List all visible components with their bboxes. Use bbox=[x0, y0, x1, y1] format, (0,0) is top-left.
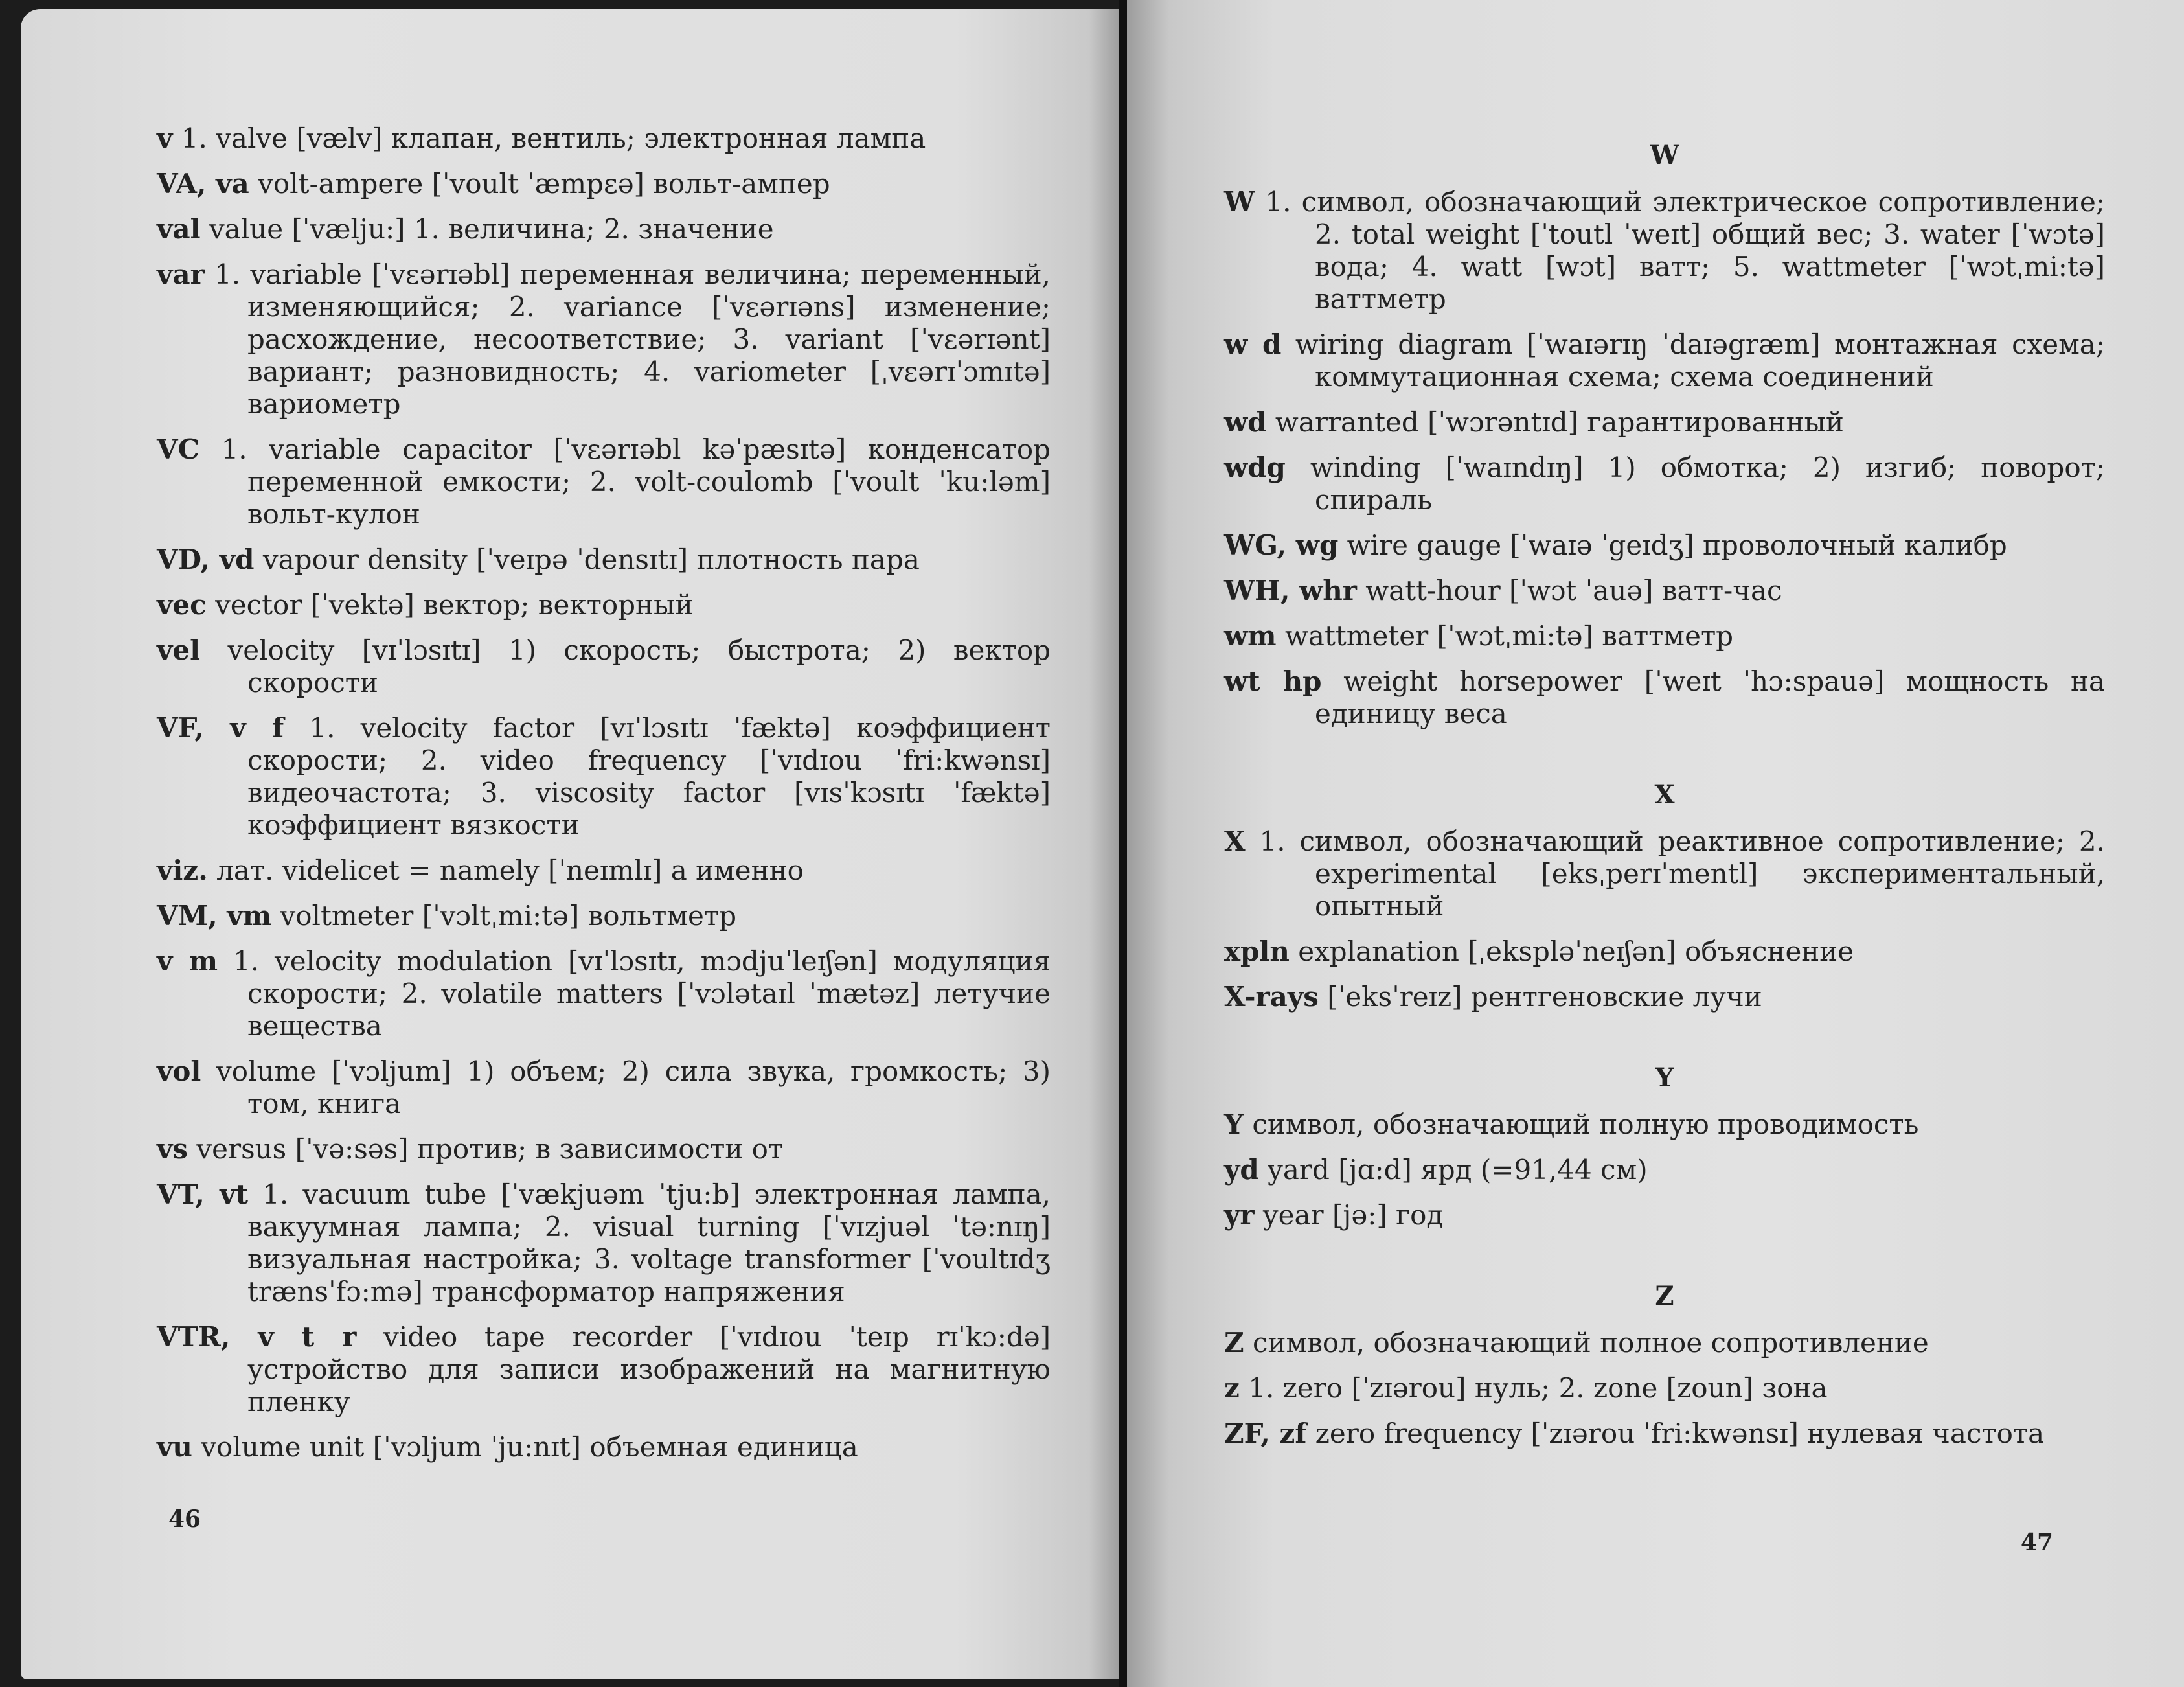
section-letter-heading: X bbox=[1654, 779, 1675, 810]
entry-abbreviation: wm bbox=[1224, 620, 1277, 652]
dictionary-entry bbox=[1224, 1327, 2105, 1359]
entry-definition: year [jə:] год bbox=[1262, 1199, 1444, 1231]
entry-abbreviation: vs bbox=[157, 1133, 188, 1165]
dictionary-entry bbox=[157, 1321, 1051, 1418]
dictionary-entry bbox=[1224, 665, 2105, 730]
section-spacer bbox=[1224, 1245, 2105, 1280]
entry-abbreviation: Y bbox=[1224, 1108, 1244, 1140]
dictionary-entry bbox=[1224, 1108, 2105, 1141]
entry-definition: winding [ˈwaɪndɪŋ] 1) обмотка; 2) изгиб; поворот; спираль bbox=[1310, 452, 2105, 516]
entry-abbreviation: yr bbox=[1224, 1199, 1255, 1231]
entry-definition: vector [ˈvektə] вектор; векторный bbox=[215, 589, 694, 621]
dictionary-entry bbox=[157, 900, 1051, 932]
entry-definition: wire gauge [ˈwaɪə ˈgeɪdʒ] проволочный калибр bbox=[1347, 529, 2007, 561]
entry-abbreviation: xpln bbox=[1224, 935, 1290, 967]
entry-definition: символ, обозначающий полную проводимость bbox=[1252, 1108, 1919, 1140]
entry-definition: watt-hour [ˈwɔt ˈauə] ватт-час bbox=[1365, 575, 1782, 606]
entry-definition: warranted [ˈwɔrəntɪd] гарантированный bbox=[1275, 406, 1844, 438]
dictionary-entry bbox=[157, 258, 1051, 420]
entry-abbreviation: vu bbox=[157, 1431, 192, 1463]
entry-definition: wiring diagram [ˈwaɪərɪŋ ˈdaɪəgræm] монтажная схема; коммутационная схема; схема соединений bbox=[1295, 328, 2105, 393]
section-spacer bbox=[1224, 743, 2105, 779]
entry-abbreviation: v m bbox=[157, 945, 218, 977]
entry-definition: 1. velocity modulation [vɪˈlɔsɪtɪ, mɔdjuˈleɪʃən] модуляция скорости; 2. volatile matters [ˈvɔlətaɪl ˈmætəz] летучие вещества bbox=[233, 945, 1051, 1042]
entry-definition: 1. velocity factor [vɪˈlɔsɪtɪ ˈfæktə] коэффициент скорости; 2. video frequency [ˈvɪdɪou ˈfri:kwənsɪ] видеочастота; 3. viscosity factor [vɪsˈkɔsɪtɪ ˈfæktə] коэффициент вязкости bbox=[247, 712, 1051, 841]
entry-definition: versus [ˈvə:səs] против; в зависимости от bbox=[196, 1133, 784, 1165]
entry-abbreviation: Z bbox=[1224, 1327, 1244, 1359]
entry-definition: wattmeter [ˈwɔtˌmi:tə] ваттметр bbox=[1284, 620, 1734, 652]
entry-definition: символ, обозначающий полное сопротивление bbox=[1253, 1327, 1929, 1359]
entry-definition: voltmeter [ˈvɔltˌmi:tə] вольтметр bbox=[280, 900, 736, 932]
entry-abbreviation: W bbox=[1224, 186, 1255, 218]
entry-abbreviation: X-rays bbox=[1224, 981, 1319, 1013]
entry-definition: zero frequency [ˈzɪərou ˈfri:kwənsɪ] нулевая частота bbox=[1315, 1417, 2045, 1449]
dictionary-entry bbox=[157, 712, 1051, 842]
dictionary-entry bbox=[1224, 620, 2105, 652]
dictionary-entry bbox=[1224, 575, 2105, 607]
entry-definition: 1. valve [vælv] клапан, вентиль; электронная лампа bbox=[181, 122, 926, 154]
dictionary-entry bbox=[157, 544, 1051, 576]
entry-abbreviation: VF, v f bbox=[157, 712, 284, 744]
dictionary-entry bbox=[157, 1055, 1051, 1120]
dictionary-entry bbox=[1224, 1372, 2105, 1405]
entry-definition: 1. vacuum tube [ˈvækjuəm ˈtju:b] электронная лампа, вакуумная лампа; 2. visual turning [ˈvɪzjuəl ˈtə:nɪŋ] визуальная настройка; 3. voltage transformer [ˈvoultɪdʒ trænsˈfɔ:mə] трансформатор напряжения bbox=[247, 1178, 1051, 1307]
dictionary-entry bbox=[1224, 328, 2105, 393]
dictionary-entry bbox=[157, 1431, 1051, 1463]
dictionary-entry bbox=[157, 589, 1051, 621]
entry-abbreviation: yd bbox=[1224, 1154, 1259, 1186]
entry-definition: vapour density [ˈveɪpə ˈdensɪtɪ] плотность пара bbox=[262, 544, 920, 575]
entry-abbreviation: viz. bbox=[157, 855, 208, 886]
section-letter-heading: W bbox=[1650, 140, 1679, 170]
page-number: 46 bbox=[168, 1506, 201, 1533]
entry-abbreviation: VD, vd bbox=[157, 544, 255, 575]
dictionary-entry bbox=[157, 634, 1051, 699]
entry-definition: value [ˈvælju:] 1. величина; 2. значение bbox=[209, 213, 774, 245]
dictionary-entry bbox=[1224, 1417, 2105, 1450]
dictionary-entry bbox=[157, 122, 1051, 155]
entry-definition: 1. символ, обозначающий реактивное сопротивление; 2. experimental [eksˌperɪˈmentl] экспериментальный, опытный bbox=[1259, 825, 2105, 922]
entry-definition: лат. videlicet = namely [ˈneɪmlɪ] а именно bbox=[216, 855, 804, 886]
entry-definition: volt-ampere [ˈvoult ˈæmpɛə] вольт-ампер bbox=[258, 168, 830, 200]
dictionary-entry bbox=[1224, 825, 2105, 923]
dictionary-entry bbox=[1224, 529, 2105, 562]
dictionary-entry bbox=[1224, 1154, 2105, 1186]
dictionary-entry bbox=[1224, 406, 2105, 439]
entry-definition: 1. zero [ˈzɪərou] нуль; 2. zone [zoun] зона bbox=[1248, 1372, 1828, 1404]
dictionary-entry bbox=[157, 213, 1051, 246]
entry-abbreviation: VM, vm bbox=[157, 900, 272, 932]
dictionary-entry bbox=[157, 1178, 1051, 1308]
entry-abbreviation: wdg bbox=[1224, 452, 1286, 483]
left-page-entries bbox=[157, 122, 1051, 1476]
left-page bbox=[21, 9, 1122, 1679]
entry-definition: 1. символ, обозначающий электрическое сопротивление; 2. total weight [ˈtoutl ˈweɪt] общий вес; 3. water [ˈwɔtə] вода; 4. watt [wɔt] ватт; 5. wattmeter [ˈwɔtˌmi:tə] ваттметр bbox=[1265, 186, 2105, 315]
entry-abbreviation: WG, wg bbox=[1224, 529, 1339, 561]
entry-definition: yard [jɑ:d] ярд (=91,44 см) bbox=[1268, 1154, 1648, 1186]
section-letter-heading: Y bbox=[1655, 1062, 1674, 1093]
entry-definition: explanation [ˌekspləˈneɪʃən] объяснение bbox=[1298, 935, 1854, 967]
dictionary-entry bbox=[157, 855, 1051, 887]
dictionary-entry bbox=[1224, 186, 2105, 316]
entry-abbreviation: vec bbox=[157, 589, 207, 621]
dictionary-entry bbox=[157, 433, 1051, 531]
entry-abbreviation: vol bbox=[157, 1055, 201, 1087]
entry-abbreviation: wd bbox=[1224, 406, 1267, 438]
entry-abbreviation: val bbox=[157, 213, 201, 245]
dictionary-entry bbox=[157, 945, 1051, 1042]
right-page bbox=[1127, 0, 2184, 1687]
entry-abbreviation: w d bbox=[1224, 328, 1282, 360]
dictionary-entry bbox=[157, 1133, 1051, 1165]
entry-abbreviation: WH, whr bbox=[1224, 575, 1357, 606]
entry-definition: 1. variable [ˈvɛərɪəbl] переменная величина; переменный, изменяющийся; 2. variance [ˈvɛərɪəns] изменение; расхождение, несоответствие; 3. variant [ˈvɛərɪənt] вариант; разновидность; 4. variometer [ˌvɛərɪˈɔmɪtə] вариометр bbox=[214, 258, 1051, 420]
entry-definition: volume unit [ˈvɔljum ˈju:nɪt] объемная единица bbox=[201, 1431, 858, 1463]
dictionary-entry bbox=[157, 168, 1051, 200]
entry-definition: [ˈeksˈreɪz] рентгеновские лучи bbox=[1327, 981, 1762, 1013]
section-spacer bbox=[1224, 1026, 2105, 1062]
entry-abbreviation: v bbox=[157, 122, 173, 154]
entry-abbreviation: VT, vt bbox=[157, 1178, 249, 1210]
entry-definition: weight horsepower [ˈweɪt ˈhɔ:spauə] мощность на единицу веса bbox=[1315, 665, 2105, 729]
entry-definition: video tape recorder [ˈvɪdɪou ˈteɪp rɪˈkɔ:də] устройство для записи изображений на магнитную пленку bbox=[247, 1321, 1051, 1417]
entry-abbreviation: var bbox=[157, 258, 205, 290]
entry-abbreviation: ZF, zf bbox=[1224, 1417, 1307, 1449]
entry-abbreviation: VTR, v t r bbox=[157, 1321, 357, 1353]
entry-abbreviation: z bbox=[1224, 1372, 1240, 1404]
entry-definition: volume [ˈvɔljum] 1) объем; 2) сила звука, громкость; 3) том, книга bbox=[216, 1055, 1051, 1119]
page-number: 47 bbox=[2021, 1529, 2054, 1556]
right-page-entries bbox=[1224, 139, 2105, 1463]
entry-definition: 1. variable capacitor [ˈvɛərɪəbl kəˈpæsɪtə] конденсатор переменной емкости; 2. volt-coulomb [ˈvoult ˈku:ləm] вольт-кулон bbox=[221, 433, 1051, 530]
entry-abbreviation: VA, va bbox=[157, 168, 249, 200]
entry-abbreviation: X bbox=[1224, 825, 1246, 857]
entry-abbreviation: VC bbox=[157, 433, 200, 465]
entry-abbreviation: vel bbox=[157, 634, 201, 666]
dictionary-entry bbox=[1224, 452, 2105, 516]
section-letter-heading: Z bbox=[1655, 1281, 1674, 1311]
dictionary-entry bbox=[1224, 1199, 2105, 1232]
entry-abbreviation: wt hp bbox=[1224, 665, 1322, 697]
entry-definition: velocity [vɪˈlɔsɪtɪ] 1) скорость; быстрота; 2) вектор скорости bbox=[227, 634, 1051, 698]
dictionary-entry bbox=[1224, 935, 2105, 968]
dictionary-entry bbox=[1224, 981, 2105, 1013]
